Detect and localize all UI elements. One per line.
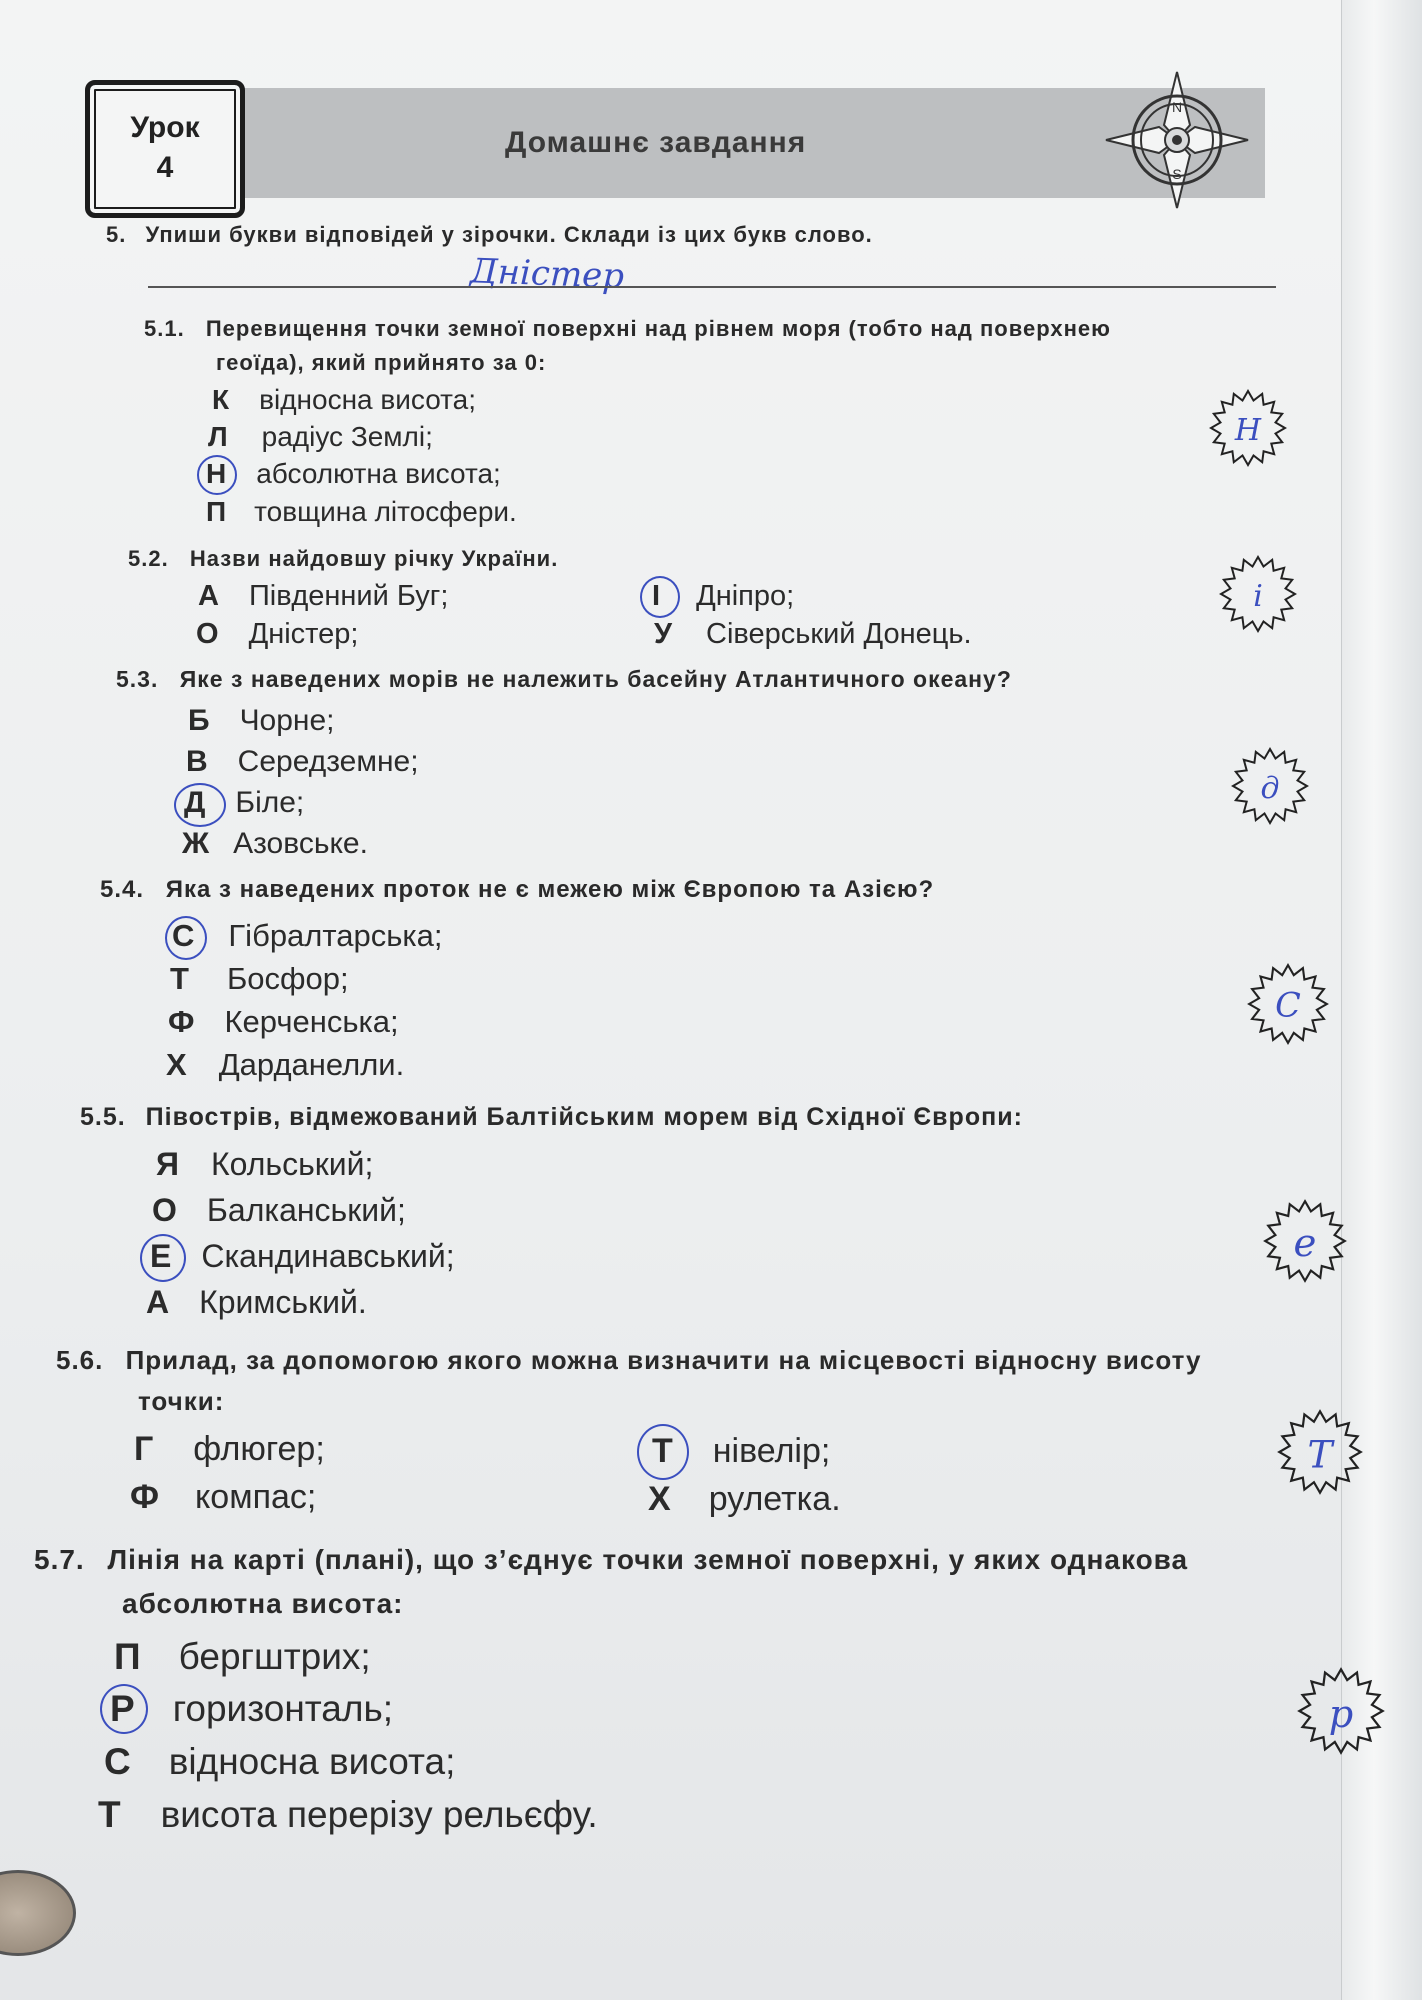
answer-star-5-6 (1276, 1408, 1364, 1496)
option-text: флюгер; (193, 1430, 325, 1468)
option-text: висота перерізу рельєфу. (160, 1794, 598, 1835)
option-letter: К (212, 384, 230, 415)
question-5-1 (144, 316, 1111, 342)
option-g (134, 1430, 325, 1469)
question-text: Перевищення точки земної поверхні над рівнем моря (тобто над поверхнею (205, 316, 1111, 341)
option-letter: У (654, 618, 673, 650)
answer-star-5-3 (1230, 746, 1310, 826)
question-text: Прилад, за допомогою якого можна визначити на місцевості відносну висоту (125, 1345, 1202, 1375)
option-text: Середземне; (237, 745, 419, 778)
question-number: 5.2. (128, 546, 169, 571)
answer-star-5-1 (1208, 388, 1288, 468)
question-number: 5.5. (80, 1103, 126, 1131)
option-letter: Д (184, 786, 206, 819)
selected-answer-circle (174, 783, 226, 827)
option-letter: Т (98, 1794, 121, 1835)
option-letter: Т (170, 961, 189, 996)
option-text: абсолютна висота; (256, 458, 501, 489)
question-number: 5.3. (116, 666, 159, 692)
star-answer-text: Н (1234, 413, 1262, 448)
option-letter: А (146, 1284, 170, 1320)
option-text: Дарданелли. (218, 1047, 405, 1082)
question-5-5 (80, 1103, 1023, 1132)
option-letter: Ф (168, 1004, 195, 1039)
star-answer-text: д (1260, 771, 1280, 806)
question-number: 5.4. (100, 876, 145, 903)
option-p (206, 496, 517, 528)
compass-south-label: S (1172, 166, 1182, 182)
option-zh (182, 827, 368, 861)
option-text: Скандинавський; (201, 1238, 455, 1274)
option-letter: Х (166, 1047, 187, 1082)
option-text: Південний Буг; (248, 580, 449, 612)
task-number: 5. (106, 222, 127, 247)
option-t3 (98, 1794, 598, 1836)
option-text: Дністер; (248, 618, 359, 650)
option-text: товщина літосфери. (254, 496, 517, 527)
option-s (172, 918, 442, 954)
option-o (196, 618, 358, 651)
lesson-label: Урок (130, 111, 200, 144)
option-letter: Б (188, 704, 210, 737)
selected-answer-circle (140, 1234, 186, 1282)
task-text: Упиши букви відповідей у зірочки. Склади із цих букв слово. (145, 222, 873, 247)
option-letter: С (104, 1741, 131, 1782)
option-letter: О (152, 1192, 177, 1228)
option-letter: О (196, 618, 219, 650)
option-text: горизонталь; (172, 1688, 394, 1729)
lesson-number: 4 (156, 151, 174, 184)
option-text: Чорне; (239, 704, 335, 737)
option-p2 (114, 1636, 371, 1678)
option-k (212, 384, 476, 416)
option-text: компас; (195, 1478, 317, 1516)
option-text: Біле; (235, 786, 305, 819)
option-letter: Ж (182, 827, 210, 860)
compass-icon (1102, 70, 1252, 210)
option-letter: І (652, 580, 661, 612)
option-l (208, 421, 433, 453)
option-text: Балканський; (206, 1192, 406, 1228)
question-text-cont: точки: (138, 1386, 225, 1416)
option-f (168, 1004, 399, 1040)
question-number: 5.6. (56, 1345, 104, 1375)
task-heading (106, 222, 873, 248)
star-answer-text: С (1275, 985, 1301, 1025)
option-text: Сіверський Донець. (706, 618, 972, 650)
thumb (0, 1870, 76, 1956)
star-answer-text: р (1328, 1691, 1354, 1737)
option-letter: Н (206, 458, 227, 489)
option-text: Гібралтарська; (228, 918, 443, 953)
question-text-cont: геоїда), який прийнято за 0: (216, 350, 547, 375)
option-text: Босфор; (226, 961, 349, 996)
option-ya (156, 1146, 373, 1183)
option-u (654, 618, 972, 651)
question-text: Яка з наведених проток не є межею між Європою та Азією? (165, 876, 935, 903)
answer-star-5-4 (1246, 962, 1330, 1046)
option-r (110, 1688, 393, 1730)
question-5-2 (128, 546, 558, 572)
option-letter: В (186, 745, 208, 778)
option-text: Керченська; (224, 1004, 399, 1039)
option-letter: А (198, 580, 219, 612)
option-b (188, 704, 335, 738)
question-text: Півострів, відмежований Балтійським морем від Східної Європи: (145, 1103, 1023, 1131)
selected-answer-circle (640, 576, 680, 618)
option-letter: Е (150, 1238, 172, 1274)
compass-north-label: N (1171, 99, 1183, 115)
question-5-4 (100, 876, 934, 904)
option-t (170, 961, 349, 997)
selected-answer-circle (165, 916, 207, 960)
answer-word: Дністер (469, 251, 625, 297)
question-text: Лінія на карті (плані), що з’єднує точки земної поверхні, у яких однакова (107, 1544, 1189, 1575)
option-letter: Г (134, 1430, 154, 1468)
option-text: Кольський; (211, 1146, 374, 1182)
question-5-6 (56, 1345, 1201, 1376)
star-answer-text: е (1293, 1221, 1317, 1267)
option-text: Азовське. (233, 827, 368, 860)
option-letter: Ф (130, 1478, 160, 1516)
lesson-badge (85, 80, 245, 218)
option-s2 (104, 1741, 455, 1783)
question-number: 5.7. (34, 1544, 85, 1575)
selected-answer-circle (197, 455, 237, 495)
answer-line (148, 286, 1276, 288)
option-letter: Я (156, 1146, 179, 1182)
question-text-cont: абсолютна висота: (122, 1588, 404, 1619)
option-text: рулетка. (708, 1480, 841, 1518)
option-text: Дніпро; (696, 580, 795, 612)
option-kh2 (648, 1480, 841, 1519)
question-text: Яке з наведених морів не належить басейну Атлантичного океану? (179, 666, 1012, 692)
option-text: відносна висота; (259, 384, 477, 415)
option-letter: Р (110, 1688, 135, 1729)
option-e (150, 1238, 455, 1275)
question-5-3 (116, 666, 1012, 693)
question-number: 5.1. (144, 316, 185, 341)
answer-star-5-2 (1218, 554, 1298, 634)
star-answer-text: і (1253, 579, 1263, 614)
option-letter: С (172, 918, 195, 953)
selected-answer-circle (637, 1424, 689, 1480)
option-text: нівелір; (712, 1432, 831, 1470)
option-a2 (146, 1284, 367, 1321)
answer-star-5-5 (1262, 1198, 1348, 1284)
option-letter: Т (652, 1432, 673, 1470)
option-n (206, 458, 501, 490)
option-f2 (130, 1478, 316, 1517)
page-title: Домашнє завдання (505, 126, 807, 159)
option-letter: П (206, 496, 227, 527)
option-a (198, 580, 448, 613)
answer-star-5-7 (1296, 1666, 1386, 1756)
option-v (186, 745, 419, 779)
option-letter: Л (208, 421, 228, 452)
option-letter: П (114, 1636, 141, 1677)
option-o2 (152, 1192, 406, 1229)
option-text: Кримський. (199, 1284, 367, 1320)
option-text: відносна висота; (168, 1741, 456, 1782)
star-answer-text: Т (1307, 1432, 1333, 1477)
option-text: бергштрих; (178, 1636, 371, 1677)
option-text: радіус Землі; (261, 421, 433, 452)
option-kh (166, 1047, 404, 1083)
question-text: Назви найдовшу річку України. (189, 546, 559, 571)
option-letter: Х (648, 1480, 671, 1518)
question-5-7 (34, 1544, 1188, 1576)
selected-answer-circle (100, 1684, 148, 1734)
